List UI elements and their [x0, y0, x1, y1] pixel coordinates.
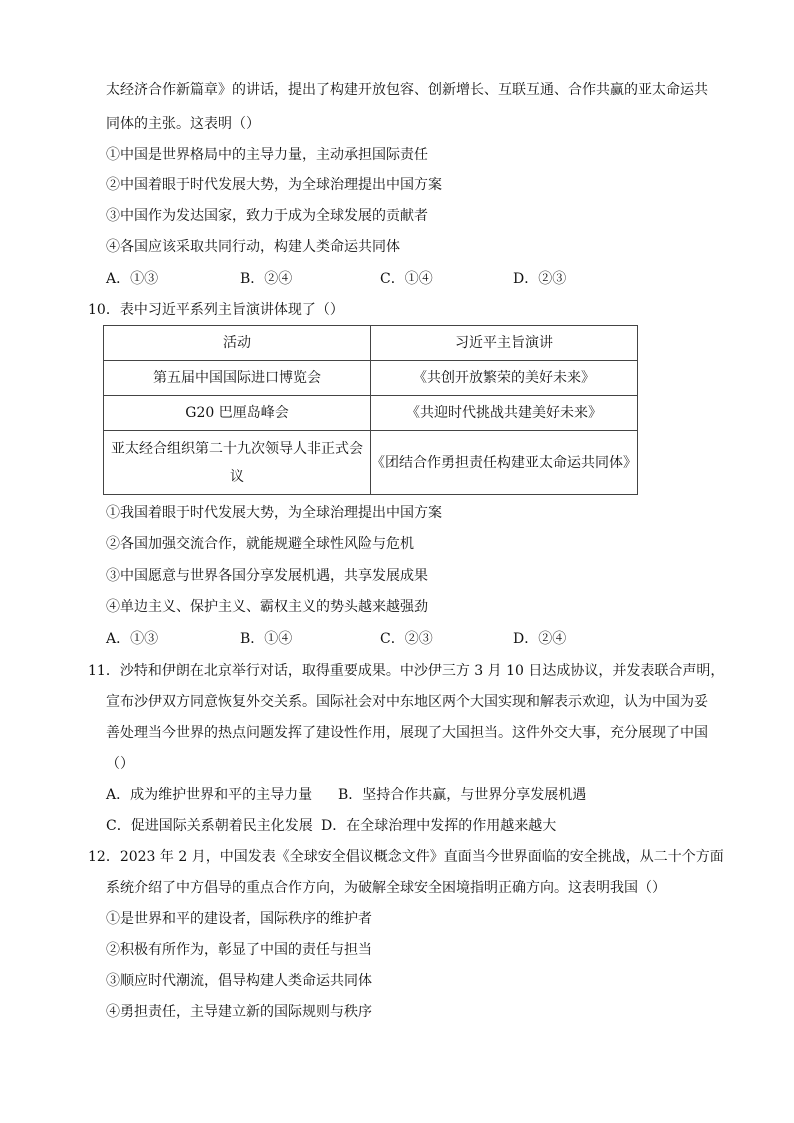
q12-stem-line2: 系统介绍了中方倡导的重点合作方向，为破解全球安全困境指明正确方向。这表明我国（）: [106, 880, 666, 896]
q12-item-1: ①是世界和平的建设者，国际秩序的维护者: [106, 911, 372, 927]
q10-item-2: ②各国加强交流合作，就能规避全球性风险与危机: [106, 536, 414, 552]
q10-stem: 10．表中习近平系列主旨演讲体现了（）: [88, 302, 344, 318]
q9-item-3: ③中国作为发达国家，致力于成为全球发展的贡献者: [106, 208, 428, 224]
table-cell-line1: 亚太经合组织第二十九次领导人非正式会: [111, 440, 363, 457]
q12-item-2: ②积极有所作为，彰显了中国的责任与担当: [106, 942, 372, 958]
q10-item-4: ④单边主义、保护主义、霸权主义的势头越来越强劲: [106, 599, 428, 615]
q10-item-3: ③中国愿意与世界各国分享发展机遇，共享发展成果: [106, 568, 428, 584]
q12-item-3: ③顺应时代潮流，倡导构建人类命运共同体: [106, 973, 372, 989]
q9-item-4: ④各国应该采取共同行动，构建人类命运共同体: [106, 239, 400, 255]
table-cell: 《共迎时代挑战共建美好未来》: [371, 396, 638, 431]
table-row: [104, 361, 638, 396]
q9-option-d: D．②③: [513, 271, 567, 287]
table-header-activity: 活动: [104, 326, 371, 361]
q11-stem-line3: 善处理当今世界的热点问题发挥了建设性作用，展现了大国担当。这件外交大事，充分展现了中国: [106, 725, 708, 741]
speech-table: [103, 325, 638, 495]
q10-option-a: A．①③: [106, 631, 159, 647]
table-cell: [104, 431, 371, 495]
q12-stem-line1: 12．2023 年 2 月，中国发表《全球安全倡议概念文件》直面当今世界面临的安全挑战，从二十个方面: [88, 849, 724, 865]
q11-option-b: B．坚持合作共赢，与世界分享发展机遇: [338, 787, 587, 803]
q9-option-b: B．②④: [240, 271, 293, 287]
table-header-speech: 习近平主旨演讲: [371, 326, 638, 361]
q9-option-c: C．①④: [380, 271, 433, 287]
table-cell: 《共创开放繁荣的美好未来》: [371, 361, 638, 396]
q11-option-d: D．在全球治理中发挥的作用越来越大: [321, 818, 557, 834]
table-header-row: [104, 326, 638, 361]
q9-item-2: ②中国着眼于时代发展大势，为全球治理提出中国方案: [106, 177, 442, 193]
q11-stem-line1: 11．沙特和伊朗在北京举行对话，取得重要成果。中沙伊三方 3 月 10 日达成协议，并发表联合声明，: [88, 663, 725, 679]
q10-item-1: ①我国着眼于时代发展大势，为全球治理提出中国方案: [106, 505, 442, 521]
table-row: [104, 431, 638, 495]
q9-stem-line2: 同体的主张。这表明（）: [106, 116, 260, 132]
q10-option-b: B．①④: [240, 631, 293, 647]
table-cell: 《团结合作勇担责任构建亚太命运共同体》: [371, 431, 638, 495]
q9-option-a: A．①③: [106, 271, 159, 287]
q10-option-d: D．②④: [513, 631, 567, 647]
q9-stem-line1: 太经济合作新篇章》的讲话，提出了构建开放包容、创新增长、互联互通、合作共赢的亚太命运共: [106, 82, 708, 98]
q11-stem-line4: （）: [106, 756, 134, 772]
q11-stem-line2: 宣布沙伊双方同意恢复外交关系。国际社会对中东地区两个大国实现和解表示欢迎，认为中国为妥: [106, 694, 708, 710]
table-cell-line2: 议: [230, 468, 244, 485]
table-cell: G20 巴厘岛峰会: [104, 396, 371, 431]
q11-option-a: A．成为维护世界和平的主导力量: [106, 787, 313, 803]
q9-item-1: ①中国是世界格局中的主导力量，主动承担国际责任: [106, 147, 428, 163]
q11-option-c: C．促进国际关系朝着民主化发展: [106, 818, 313, 834]
table-row: [104, 396, 638, 431]
q12-item-4: ④勇担责任，主导建立新的国际规则与秩序: [106, 1004, 372, 1020]
q10-option-c: C．②③: [380, 631, 433, 647]
table-cell: 第五届中国国际进口博览会: [104, 361, 371, 396]
